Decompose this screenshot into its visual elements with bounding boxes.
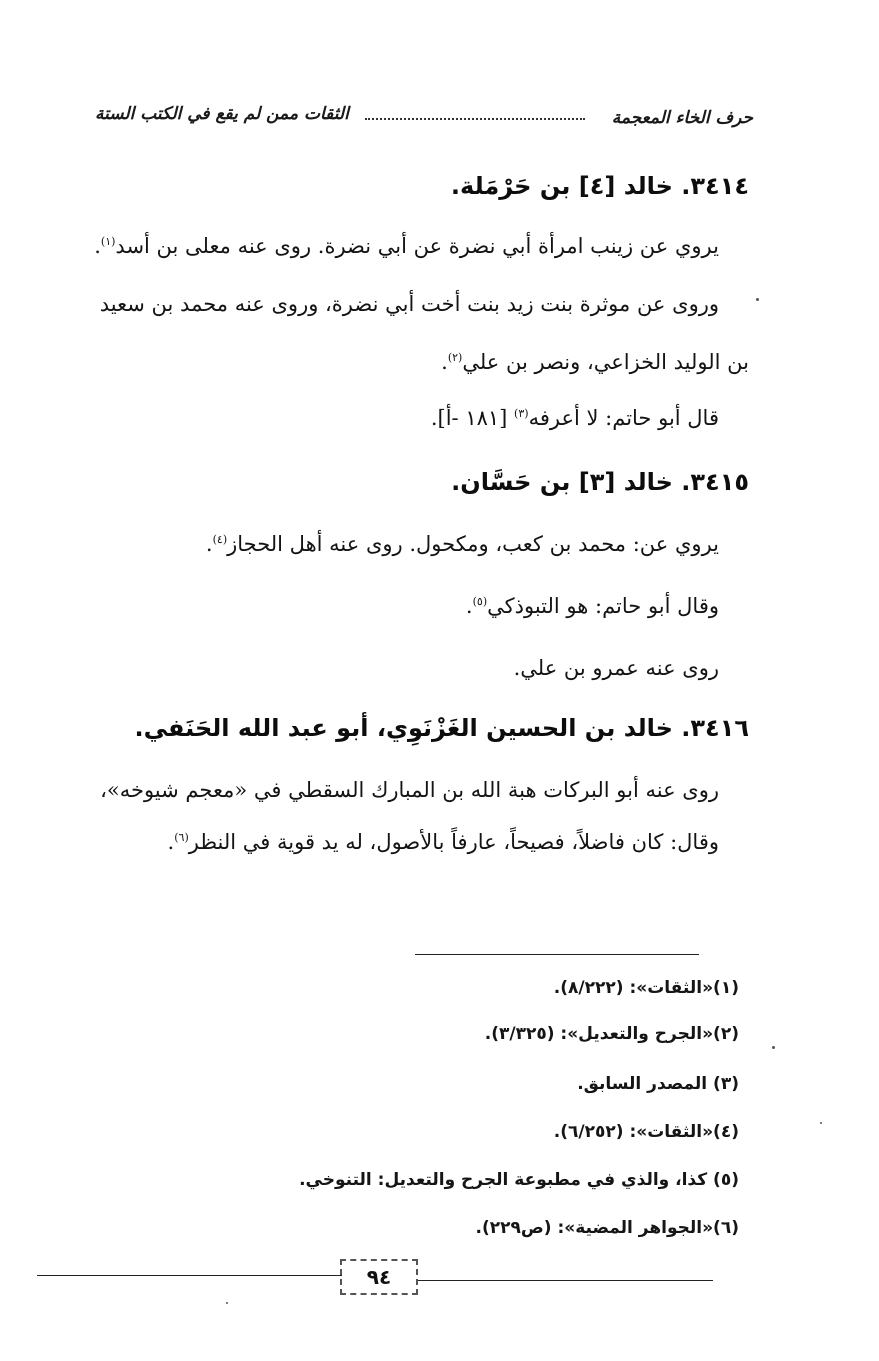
- scan-speck: [226, 1302, 228, 1304]
- scan-speck: [756, 298, 759, 301]
- line-text: وروى عن موثرة بنت زيد بنت أخت أبي نضرة، وروى عنه محمد بن سعيد: [99, 292, 719, 316]
- header-dotted-leader: [365, 118, 585, 120]
- book-title: الثقات ممن لم يقع في الكتب الستة: [95, 104, 349, 124]
- entry-title: ٣٤١٤. خالد [٤] بن حَرْمَلة.: [450, 172, 749, 200]
- line-end: .: [167, 830, 175, 854]
- footnote-ref: (٢): [447, 351, 463, 364]
- entry-title: ٣٤١٦. خالد بن الحسين الغَزْنَوِي، أبو عبد الله الحَنَفي.: [134, 714, 749, 742]
- scan-speck: [820, 1122, 822, 1124]
- chapter-title: حرف الخاء المعجمة: [611, 108, 753, 128]
- entry-text-line: [100, 292, 719, 316]
- footnote-ref: (٣): [514, 407, 529, 420]
- footnote-ref: (٥): [472, 595, 488, 608]
- entry-text-line: [514, 656, 719, 680]
- entry-text-line: [431, 406, 719, 430]
- footnote-separator: [415, 954, 699, 955]
- line-text: قال أبو حاتم: لا أعرفه: [528, 406, 719, 430]
- line-end: .: [465, 594, 473, 618]
- entry-text-line: [441, 350, 749, 374]
- line-text: وقال: كان فاضلاً، فصيحاً، عارفاً بالأصول، له يد قوية في النظر: [188, 830, 719, 854]
- line-text: يروي عن: محمد بن كعب، ومكحول. روى عنه أهل الحجاز: [227, 532, 719, 556]
- entry-text-line: [100, 778, 719, 802]
- line-text: بن الوليد الخزاعي، ونصر بن علي: [462, 350, 749, 374]
- footnote-ref: (١): [100, 235, 116, 248]
- line-end: .: [205, 532, 213, 556]
- line-text: وقال أبو حاتم: هو التبوذكي: [487, 594, 719, 618]
- scan-speck: [772, 1046, 775, 1049]
- line-text: يروي عن زينب امرأة أبي نضرة عن أبي نضرة. روى عنه معلى بن أسد: [115, 234, 719, 258]
- footnote-ref: (٤): [212, 533, 228, 546]
- line-text: روى عنه عمرو بن علي.: [513, 656, 719, 680]
- entry-text-line: [206, 532, 719, 556]
- line-end: .: [94, 234, 101, 258]
- bottom-rule-left: [37, 1275, 342, 1276]
- footnote: (٦)«الجواهر المضية»: (ص٢٢٩).: [475, 1218, 739, 1238]
- footnote: (١)«الثقات»: (٨/٢٢٢).: [553, 978, 739, 998]
- line-text: روى عنه أبو البركات هبة الله بن المبارك السقطي في «معجم شيوخه»،: [100, 778, 719, 802]
- page-number: ٩٤: [340, 1259, 418, 1295]
- running-header: [95, 104, 753, 134]
- footnote: (٤)«الثقات»: (٦/٢٥٢).: [553, 1122, 739, 1142]
- footnote: (٥) كذا، والذي في مطبوعة الجرح والتعديل: التنوخي.: [299, 1170, 739, 1190]
- entry-text-line: [94, 234, 719, 258]
- entry-text-line: [466, 594, 719, 618]
- line-end: [١٨١ -أ].: [430, 406, 515, 430]
- entry-title: ٣٤١٥. خالد [٣] بن حَسَّان.: [451, 468, 749, 496]
- line-end: .: [441, 350, 448, 374]
- footnote: (٣) المصدر السابق.: [577, 1074, 739, 1094]
- bottom-rule-right: [418, 1280, 713, 1281]
- footnote: (٢)«الجرح والتعديل»: (٣/٣٢٥).: [484, 1024, 739, 1044]
- footnote-ref: (٦): [174, 831, 189, 844]
- entry-text-line: [168, 830, 719, 854]
